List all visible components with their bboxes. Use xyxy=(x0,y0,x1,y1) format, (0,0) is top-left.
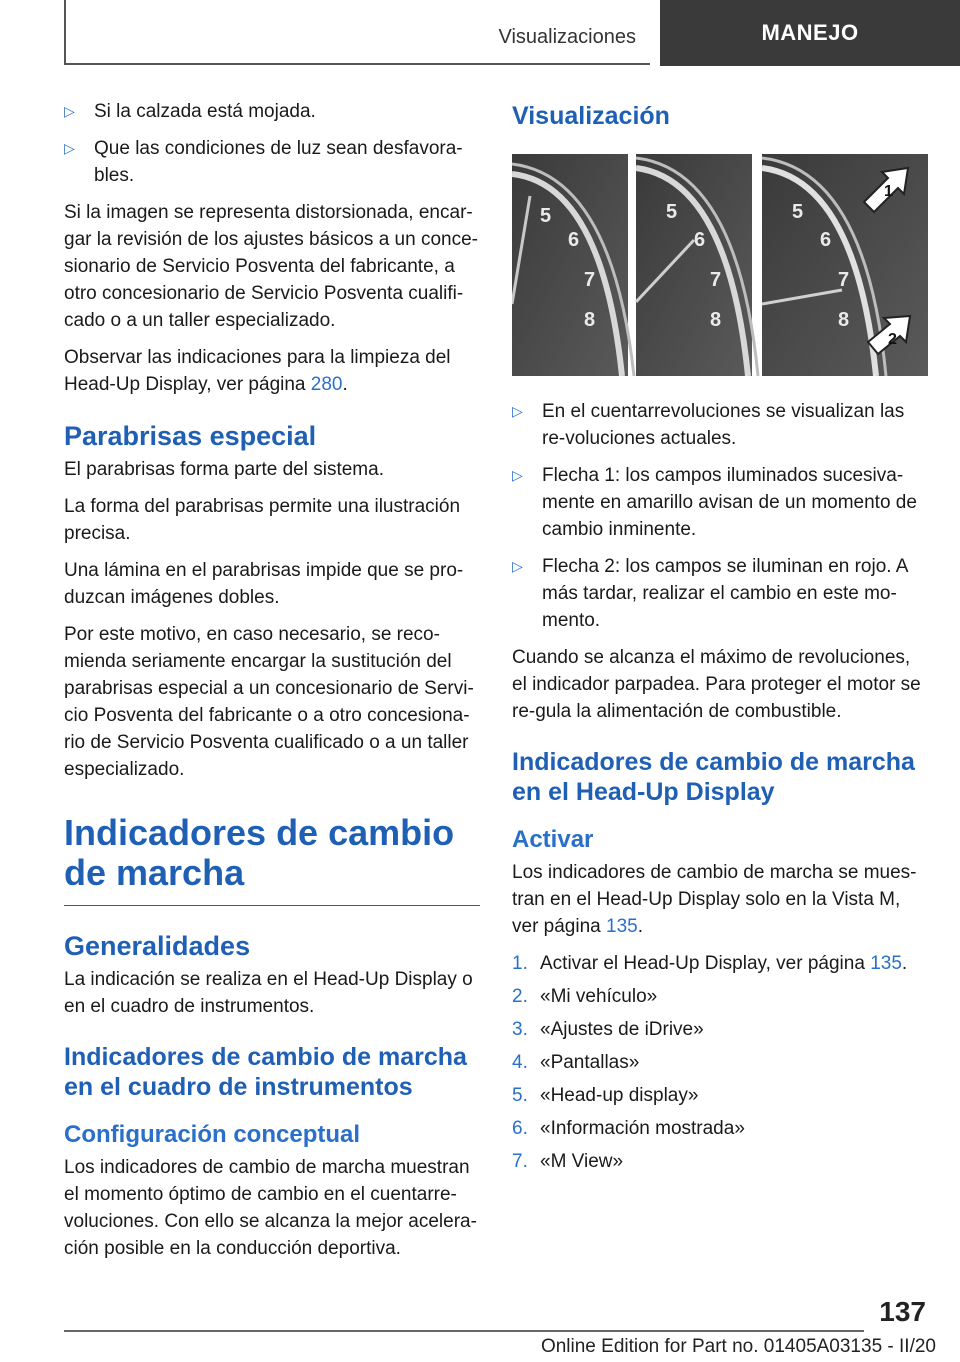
gauge-number: 8 xyxy=(710,309,722,331)
gauge-panel-1 xyxy=(512,154,634,376)
step-item xyxy=(512,950,928,977)
gauge-panel-2 xyxy=(636,154,758,376)
paragraph xyxy=(512,859,928,940)
step-item xyxy=(512,1082,928,1109)
paragraph: Por este motivo, en caso necesario, se reco‐mienda seriamente encargar la sustitución del parabrisas especial a un concesionario de Servi‐cio Posventa del fabricante o a otro concesiona‐rio de Servicio Posventa cualificado o a un taller especializado. xyxy=(64,624,474,780)
page-link[interactable]: 135 xyxy=(870,953,902,974)
chapter-heading: Indicadores de cambio de marcha xyxy=(64,813,480,906)
gauge-number: 7 xyxy=(584,269,596,291)
list-item-text: Flecha 2: los campos se iluminan en rojo. A más tardar, realizar el cambio en este mo‐mento. xyxy=(542,556,908,631)
step-text: «Ajustes de iDrive» xyxy=(540,1019,704,1040)
paragraph: Si la imagen se representa distorsionada, encar‐gar la revisión de los ajustes básicos a un conce‐sionario de Servicio Posventa del fabricante, a otro concesionario de Servicio Posventa cualifi‐cado o a un taller especializado. xyxy=(64,202,479,331)
step-item xyxy=(512,1016,928,1043)
header-chapter-tab: MANEJO xyxy=(660,0,960,66)
paragraph: Los indicadores de cambio de marcha muestran el momento óptimo de cambio en el cuentarre‐voluciones. Con ello se alcanza la mejor acelera‐ción posible en la conducción deportiva. xyxy=(64,1157,477,1259)
page-number: 137 xyxy=(879,1296,926,1327)
triangle-bullet-icon: ▷ xyxy=(64,140,75,156)
step-number: 6. xyxy=(512,1118,528,1139)
paragraph: El parabrisas forma parte del sistema. xyxy=(64,459,384,480)
step-item xyxy=(512,1049,928,1076)
gauge-number: 8 xyxy=(584,309,596,331)
footer-rule xyxy=(64,1330,864,1332)
arrow-label: 2 xyxy=(888,331,897,348)
step-number: 7. xyxy=(512,1151,528,1172)
list-item-text: Si la calzada está mojada. xyxy=(94,101,316,122)
page-link[interactable]: 135 xyxy=(606,916,638,937)
page-link[interactable]: 280 xyxy=(310,374,343,395)
section-heading: Generalidades xyxy=(64,931,251,961)
gauge-number: 5 xyxy=(792,201,804,223)
gauge-number: 5 xyxy=(540,205,552,227)
step-number: 3. xyxy=(512,1019,528,1040)
paragraph-text: Los indicadores de cambio de marcha se mues‐tran en el Head-Up Display solo en la Vista M, ver página xyxy=(512,862,917,937)
section-heading: Parabrisas especial xyxy=(64,421,317,451)
step-text: «Información mostrada» xyxy=(540,1118,745,1139)
list-item xyxy=(512,462,928,543)
step-number: 4. xyxy=(512,1052,528,1073)
step-number: 1. xyxy=(512,953,528,974)
list-item xyxy=(64,135,480,189)
gauge-number: 6 xyxy=(820,229,832,251)
gauge-number: 6 xyxy=(694,229,706,251)
paragraph: Una lámina en el parabrisas impide que se pro‐duzcan imágenes dobles. xyxy=(64,560,464,608)
subsection-heading: Activar xyxy=(512,826,594,853)
list-item xyxy=(512,398,928,452)
step-text: «Pantallas» xyxy=(540,1052,640,1073)
step-text: «M View» xyxy=(540,1151,624,1172)
paragraph-text: . xyxy=(637,916,643,937)
gauge-number: 8 xyxy=(838,309,850,331)
section-heading: Visualización xyxy=(512,102,670,130)
step-number: 2. xyxy=(512,986,528,1007)
section-heading: Indicadores de cambio de marcha en el Head-Up Display xyxy=(512,748,915,806)
list-item-text: En el cuentarrevoluciones se visualizan las re‐voluciones actuales. xyxy=(542,401,905,449)
paragraph xyxy=(64,344,480,398)
step-text: «Head-up display» xyxy=(540,1085,699,1106)
paragraph: La forma del parabrisas permite una ilustración precisa. xyxy=(64,496,461,544)
paragraph-text: . xyxy=(342,374,348,395)
header-section-title: Visualizaciones xyxy=(498,26,636,48)
triangle-bullet-icon: ▷ xyxy=(512,467,523,483)
list-item xyxy=(512,553,928,634)
header-left-rule xyxy=(64,0,66,64)
arrow-label: 1 xyxy=(884,183,893,200)
gauge-number: 7 xyxy=(838,269,850,291)
triangle-bullet-icon: ▷ xyxy=(64,103,75,119)
step-text: Activar el Head-Up Display, ver página 135. xyxy=(540,953,908,974)
right-column xyxy=(512,98,928,1181)
header-bottom-rule xyxy=(64,63,650,65)
section-heading: Indicadores de cambio de marcha en el cuadro de instrumentos xyxy=(64,1043,467,1101)
subsection-heading: Configuración conceptual xyxy=(64,1121,361,1148)
gauge-panel-3 xyxy=(762,154,928,376)
tachometer-figure xyxy=(512,154,928,376)
footer-edition: Online Edition for Part no. 01405A03135 - II/20 xyxy=(540,1336,936,1357)
list-item-text: Que las condiciones de luz sean desfavora‐bles. xyxy=(94,138,463,186)
paragraph-text: Observar las indicaciones para la limpieza del Head-Up Display, ver página xyxy=(64,347,451,395)
step-number: 5. xyxy=(512,1085,528,1106)
gauge-number: 6 xyxy=(568,229,580,251)
step-item xyxy=(512,1115,928,1142)
step-item xyxy=(512,1148,928,1175)
list-item xyxy=(64,98,480,125)
paragraph: La indicación se realiza en el Head-Up Display o en el cuadro de instrumentos. xyxy=(64,969,473,1017)
triangle-bullet-icon: ▷ xyxy=(512,403,523,419)
step-item xyxy=(512,983,928,1010)
triangle-bullet-icon: ▷ xyxy=(512,558,523,574)
list-item-text: Flecha 1: los campos iluminados sucesiva‐mente en amarillo avisan de un momento de cambio inminente. xyxy=(542,465,917,540)
step-text: «Mi vehículo» xyxy=(540,986,658,1007)
paragraph: Cuando se alcanza el máximo de revoluciones, el indicador parpadea. Para proteger el motor se re‐gula la alimentación de combustible. xyxy=(512,647,921,722)
gauge-number: 7 xyxy=(710,269,722,291)
gauge-number: 5 xyxy=(666,201,678,223)
left-column xyxy=(64,98,480,1272)
